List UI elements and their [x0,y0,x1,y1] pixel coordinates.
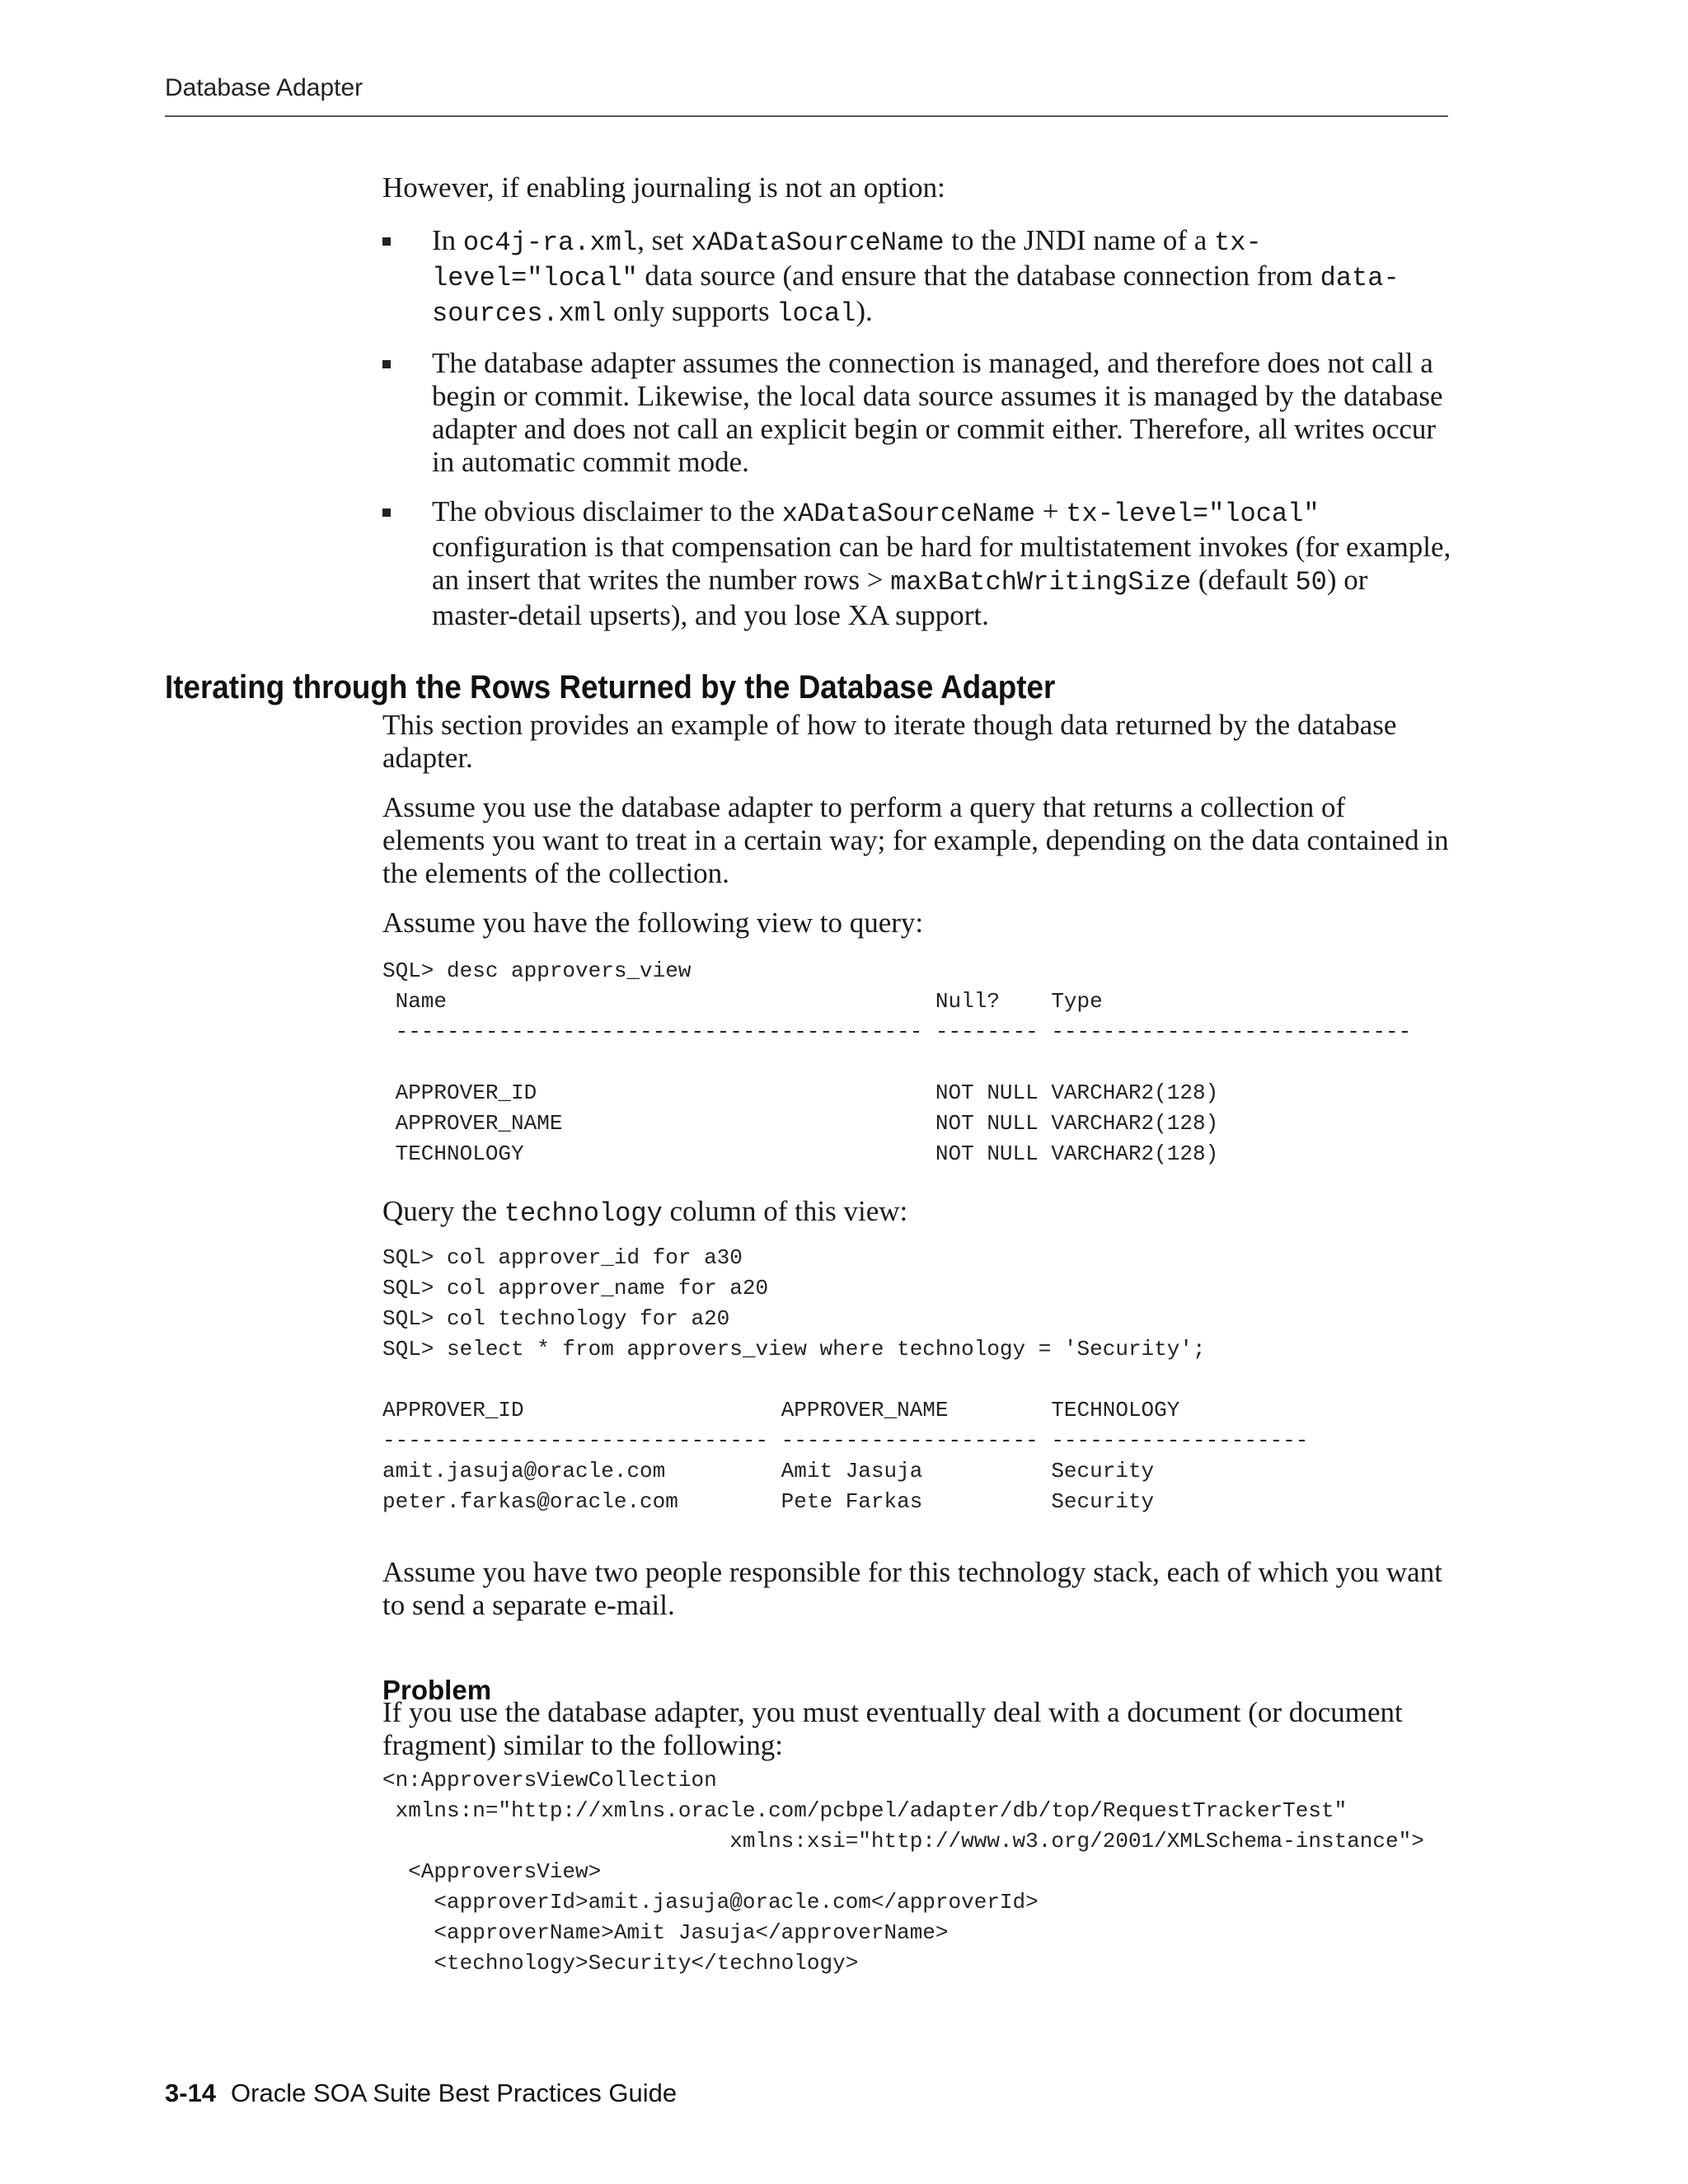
running-header: Database Adapter [165,74,363,101]
bullet-list [382,224,1454,649]
page-number: 3-14 [165,2079,217,2107]
section-paragraph-1: This section provides an example of how to iterate though data returned by the database adapter. [382,709,1397,774]
page-footer [165,2079,677,2108]
bullet-item-3: The obvious disclaimer to the xADataSourceName + tx-level="local" configuration is that compensation can be hard for multistatement invokes (for example, an insert that writes the number rows > maxBatchWritingSize (default 50) or master-detail upserts), and you lose XA support. [382,495,1454,632]
bullet-square-icon [382,509,391,517]
header-rule [165,115,1448,117]
bullet-square-icon [382,360,391,368]
section-heading: Iterating through the Rows Returned by the Database Adapter [165,669,1056,705]
code-block-xml: <n:ApproversViewCollection xmlns:n="http://xmlns.oracle.com/pcbpel/adapter/db/top/RequestTrackerTest" xmlns:xsi="http://www.w3.org/2001/XMLSchema-instance"> <ApproversView> <approverId>amit.jasuja@oracle.com</approverId> <approverName>Amit Jasuja</approverName> <technology>Security</technology> [382,1768,1424,1975]
bullet-item-2: The database adapter assumes the connection is managed, and therefore does not call a begin or commit. Likewise, the local data source assumes it is managed by the database adapter and does not call an explicit begin or commit either. Therefore, all writes occur in automatic commit mode. [382,347,1454,479]
section-paragraph-6: If you use the database adapter, you must eventually deal with a document (or document fragment) similar to the following: [382,1696,1403,1761]
intro-paragraph: However, if enabling journaling is not an option: [382,171,945,204]
guide-title: Oracle SOA Suite Best Practices Guide [231,2079,678,2107]
section-paragraph-2: Assume you use the database adapter to perform a query that returns a collection of elements you want to treat in a certain way; for example, depending on the data contained in the elements of the collection. [382,791,1449,889]
section-paragraph-4: Query the technology column of this view: [382,1195,908,1229]
bullet-item-1: In oc4j-ra.xml, set xADataSourceName to the JNDI name of a tx-level="local" data source (and ensure that the database connection from data-sources.xml only supports local). [382,224,1454,330]
code-block-desc: SQL> desc approvers_view Name Null? Type ----------------------------------------- -------- ---------------------------- APPROVER_ID NOT NULL VARCHAR2(128) APPROVER_NAME NOT NULL VARCHAR2(128) TECHNOLOGY NOT NULL VARCHAR2(128) [382,958,1412,1166]
section-paragraph-3: Assume you have the following view to query: [382,907,924,939]
bullet-square-icon [382,237,391,246]
code-block-query: SQL> col approver_id for a30 SQL> col approver_name for a20 SQL> col technology for a20 SQL> select * from approvers_view where technology = 'Security'; APPROVER_ID APPROVER_NAME TECHNOLOGY ------------------------------ -------------------- -------------------- amit.jasuja@oracle.com Amit Jasuja Security peter.farkas@oracle.com Pete Farkas Security [382,1245,1309,1514]
section-paragraph-5: Assume you have two people responsible for this technology stack, each of which you want to send a separate e-mail. [382,1556,1442,1621]
problem-heading: Problem [382,1675,492,1705]
